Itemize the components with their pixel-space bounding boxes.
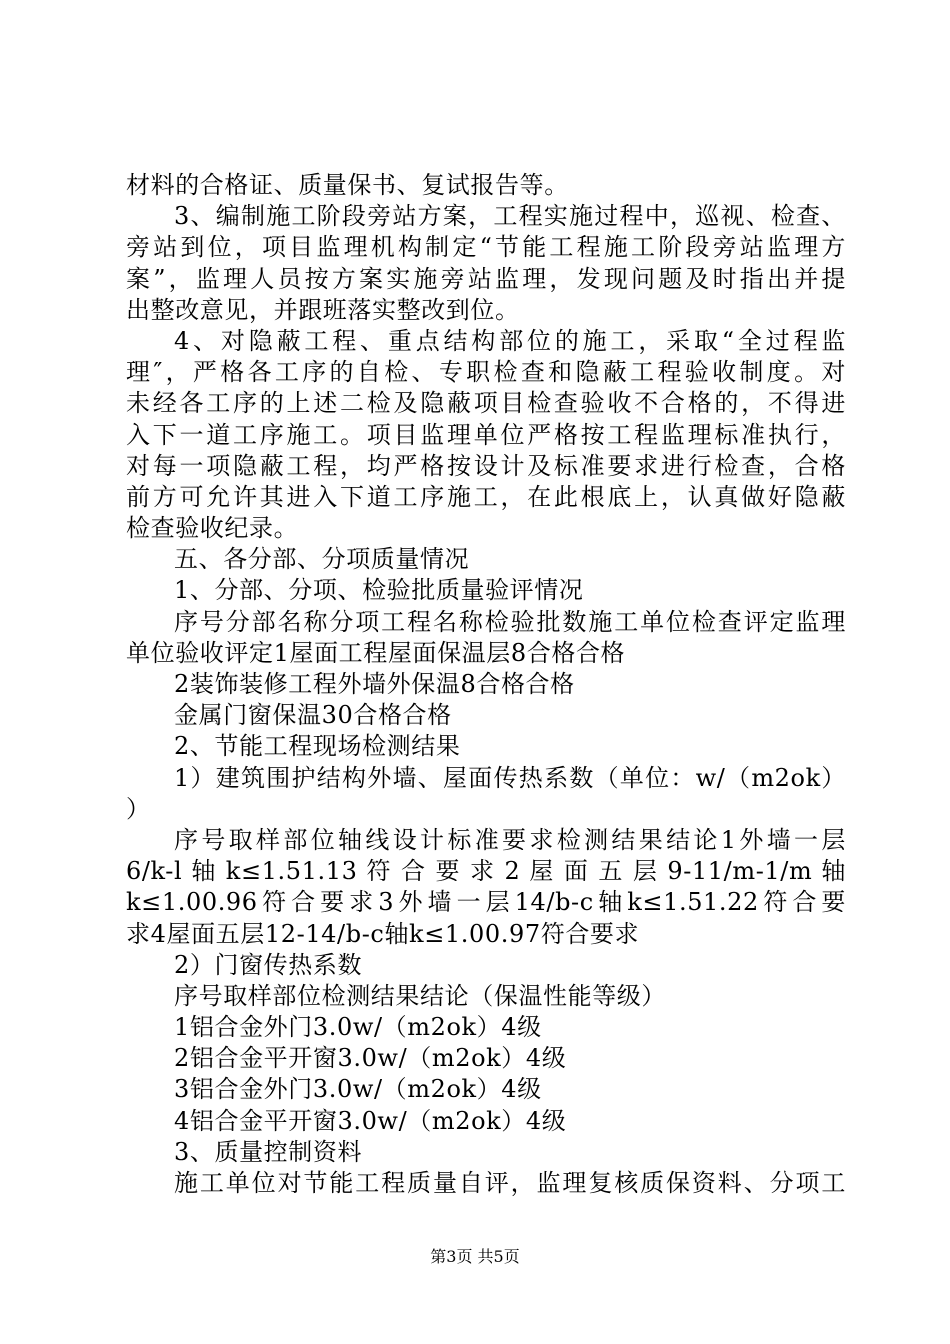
- text-line: 序号分部名称分项工程名称检验批数施工单位检查评定监理: [174, 607, 846, 636]
- text-line: 前方可允许其进入下道工序施工，在此根底上，认真做好隐蔽: [126, 482, 846, 511]
- text-line: 理″，严格各工序的自检、专职检查和隐蔽工程验收制度。对: [126, 358, 846, 387]
- page-footer: 第3页 共5页: [430, 1247, 520, 1266]
- text-line: 6/k-l 轴 k≤1.51.13 符 合 要 求 2 屋 面 五 层 9-11/m-1/m 轴: [126, 857, 846, 886]
- text-line: 材料的合格证、质量保书、复试报告等。: [126, 171, 569, 199]
- text-line: 五、各分部、分项质量情况: [174, 545, 470, 574]
- text-line: 2铝合金平开窗3.0w/（m2ok）4级: [174, 1044, 567, 1073]
- text-line: k≤1.00.96符合要求3外墙一层14/b-c轴k≤1.51.22符合要: [126, 888, 846, 917]
- text-line: 对每一项隐蔽工程，均严格按设计及标准要求进行检查，合格: [126, 451, 846, 480]
- text-line: 入下一道工序施工。项目监理单位严格按工程监理标准执行，: [126, 420, 846, 449]
- body-text: [126, 170, 846, 1199]
- text-line: 2装饰装修工程外墙外保温8合格合格: [174, 670, 575, 698]
- text-line: 4铝合金平开窗3.0w/（m2ok）4级: [174, 1106, 567, 1135]
- text-line: 未经各工序的上述二检及隐蔽项目检查验收不合格的，不得进: [126, 389, 846, 418]
- text-line: 1）建筑围护结构外墙、屋面传热系数（单位：w/（m2ok）: [174, 763, 846, 792]
- text-line: 1铝合金外门3.0w/（m2ok）4级: [174, 1013, 542, 1042]
- text-line: 检查验收纪录。: [126, 514, 299, 543]
- text-line: 单位验收评定1屋面工程屋面保温层8合格合格: [126, 638, 626, 667]
- text-line: ）: [126, 794, 151, 823]
- text-line: 4、对隐蔽工程、重点结构部位的施工，采取“全过程监: [174, 326, 846, 355]
- text-line: 金属门窗保温30合格合格: [174, 701, 452, 730]
- text-line: 序号取样部位检测结果结论（保温性能等级）: [174, 981, 666, 1010]
- text-line: 序号取样部位轴线设计标准要求检测结果结论1外墙一层: [174, 825, 846, 854]
- text-line: 3铝合金外门3.0w/（m2ok）4级: [174, 1075, 542, 1104]
- text-line: 3、编制施工阶段旁站方案，工程实施过程中，巡视、检查、: [174, 202, 846, 231]
- text-line: 1、分部、分项、检验批质量验评情况: [174, 576, 584, 605]
- text-line: 施工单位对节能工程质量自评，监理复核质保资料、分项工: [174, 1169, 846, 1197]
- text-line: 3、质量控制资料: [174, 1137, 363, 1166]
- text-line: 2、节能工程现场检测结果: [174, 732, 461, 761]
- text-line: 求4屋面五层12-14/b-c轴k≤1.00.97符合要求: [126, 919, 640, 948]
- text-line: 案”，监理人员按方案实施旁站监理，发现问题及时指出并提: [126, 264, 846, 293]
- text-line: 出整改意见，并跟班落实整改到位。: [126, 295, 520, 324]
- text-line: 旁站到位，项目监理机构制定“节能工程施工阶段旁站监理方: [126, 233, 846, 262]
- text-line: 2）门窗传热系数: [174, 950, 363, 979]
